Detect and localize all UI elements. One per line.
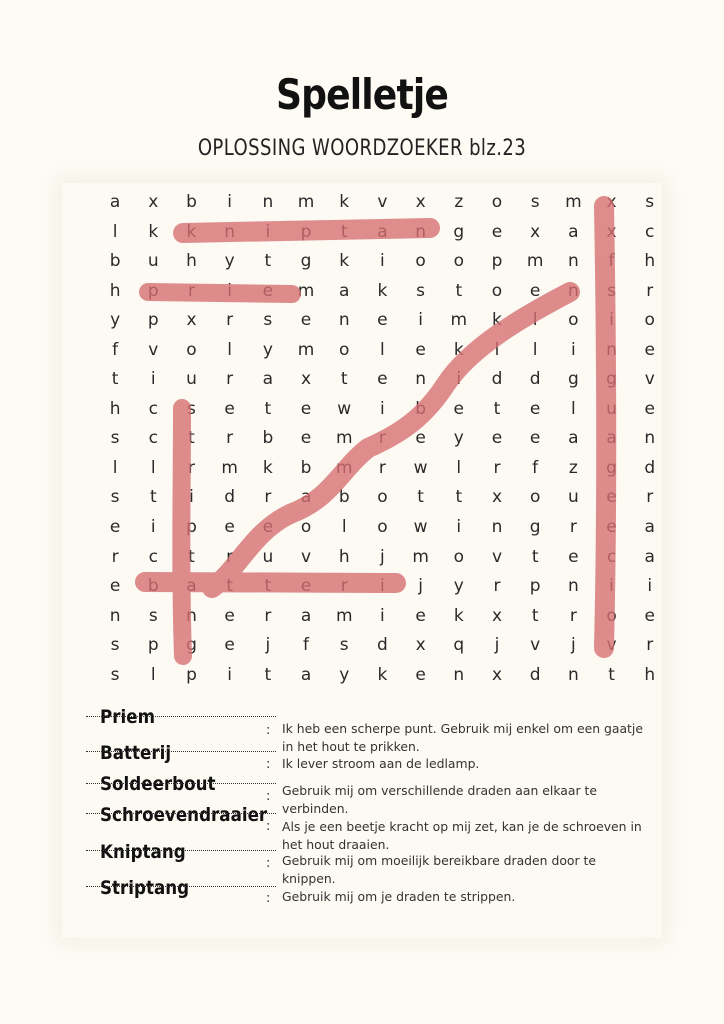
grid-letter: a: [300, 664, 312, 685]
grid-letter: x: [491, 664, 502, 685]
grid-letter: c: [606, 546, 617, 567]
grid-letter: e: [606, 517, 617, 538]
grid-letter: e: [300, 310, 312, 331]
grid-letter: i: [380, 251, 385, 272]
grid-letter: d: [491, 369, 503, 390]
grid-letter: u: [567, 487, 579, 508]
grid-letter: b: [109, 251, 121, 272]
grid-letter: o: [300, 517, 312, 538]
grid-letter: t: [149, 487, 157, 508]
grid-letter: r: [187, 457, 195, 478]
grid-letter: h: [109, 280, 121, 301]
grid-letter: u: [606, 398, 617, 419]
dotted-line: [86, 751, 276, 752]
grid-letter: j: [380, 546, 385, 567]
grid-letter: s: [607, 280, 616, 301]
grid-letter: n: [567, 576, 579, 597]
grid-letter: c: [645, 221, 655, 242]
grid-letter: j: [570, 635, 576, 656]
word-definition: Ik heb een scherpe punt. Gebruik mij enkel om een gaatje in het hout te prikken.: [282, 721, 643, 754]
grid-letter: o: [491, 280, 503, 301]
grid-letter: l: [112, 221, 118, 242]
grid-letter: g: [529, 517, 541, 538]
word-term: Schroevendraaier: [100, 804, 268, 826]
grid-letter: o: [529, 487, 541, 508]
grid-letter: n: [491, 517, 503, 538]
grid-letter: e: [377, 369, 388, 390]
dotted-line: [86, 813, 276, 814]
dotted-line: [86, 783, 276, 784]
grid-letter: t: [264, 251, 272, 272]
grid-letter: a: [109, 192, 121, 212]
grid-letter: l: [150, 664, 156, 685]
grid-letter: p: [300, 221, 312, 242]
grid-letter: r: [111, 546, 119, 567]
grid-letter: e: [529, 280, 541, 301]
grid-letter: y: [453, 428, 464, 449]
grid-letter: p: [529, 576, 541, 597]
grid-letter: e: [224, 398, 235, 419]
grid-letter: n: [415, 369, 426, 390]
grid-letter: p: [491, 251, 503, 272]
grid-letter: d: [377, 635, 388, 656]
grid-letter: o: [644, 310, 655, 331]
grid-letter: x: [491, 605, 502, 626]
dotted-line: [86, 850, 276, 851]
grid-letter: a: [377, 221, 388, 242]
grid-letter: k: [453, 339, 464, 360]
colon: :: [266, 819, 271, 834]
grid-letter: m: [412, 546, 429, 567]
grid-letter: j: [494, 635, 500, 656]
grid-letter: a: [339, 280, 350, 301]
grid-letter: s: [263, 310, 273, 331]
grid-letter: h: [644, 664, 656, 685]
grid-letter: y: [453, 576, 464, 597]
grid-letter: s: [187, 398, 196, 419]
grid-letter: e: [300, 428, 312, 449]
grid-letter: y: [262, 339, 273, 360]
grid-letter: t: [455, 280, 463, 301]
grid-letter: g: [606, 369, 617, 390]
grid-letter: i: [456, 369, 462, 390]
grid-letter: r: [569, 605, 577, 626]
grid-letter: e: [529, 428, 541, 449]
grid-letter: k: [339, 192, 350, 212]
grid-letter: x: [301, 369, 312, 390]
grid-letter: m: [335, 605, 353, 626]
grid-letter: g: [567, 369, 579, 390]
grid-letter: a: [568, 221, 579, 242]
grid-letter: e: [262, 517, 274, 538]
grid-letter: f: [608, 251, 615, 272]
grid-letter: h: [644, 251, 656, 272]
grid-letter: e: [644, 339, 655, 360]
grid-letter: n: [224, 221, 236, 242]
grid-letter: r: [264, 605, 272, 626]
grid-letter: g: [186, 635, 197, 656]
grid-letter: x: [148, 192, 159, 212]
grid-letter: i: [150, 369, 156, 390]
grid-letter: e: [491, 428, 503, 449]
grid-letter: e: [491, 221, 503, 242]
grid-letter: t: [111, 369, 119, 390]
grid-letter: p: [147, 280, 159, 301]
grid-letter: p: [147, 635, 159, 656]
grid-letter: e: [415, 339, 426, 360]
word-search-grid: [96, 188, 669, 690]
grid-letter: g: [606, 457, 617, 478]
grid-letter: o: [491, 192, 503, 212]
grid-letter: r: [264, 487, 272, 508]
grid-letter: r: [378, 457, 386, 478]
grid-letter: h: [338, 546, 350, 567]
grid-letter: w: [413, 457, 428, 478]
grid-letter: e: [300, 398, 312, 419]
grid-letter: r: [569, 517, 577, 538]
word-term: Batterij: [100, 742, 172, 764]
grid-letter: e: [529, 398, 541, 419]
grid-letter: s: [110, 487, 120, 508]
colon: :: [266, 789, 271, 804]
grid-letter: t: [188, 428, 195, 449]
grid-letter: e: [224, 517, 235, 538]
grid-letter: c: [148, 546, 158, 567]
grid-letter: x: [491, 487, 502, 508]
grid-letter: r: [226, 310, 234, 331]
grid-letter: r: [340, 576, 348, 597]
grid-letter: u: [186, 369, 197, 390]
grid-letter: k: [186, 221, 197, 242]
grid-letter: t: [493, 398, 501, 419]
grid-letter: l: [456, 457, 462, 478]
grid-letter: o: [339, 339, 350, 360]
grid-letter: o: [568, 310, 579, 331]
grid-letter: s: [339, 635, 349, 656]
grid-letter: c: [148, 398, 158, 419]
grid-letter: y: [110, 310, 121, 331]
grid-letter: o: [377, 517, 388, 538]
word-definition: Gebruik mij om moeilijk bereikbare draden door te knippen.: [282, 853, 597, 886]
colon: :: [266, 856, 271, 871]
grid-letter: q: [453, 635, 465, 656]
grid-letter: t: [340, 221, 348, 242]
grid-letter: t: [417, 487, 424, 508]
grid-letter: t: [455, 487, 463, 508]
grid-letter: i: [380, 398, 385, 419]
grid-letter: k: [377, 664, 388, 685]
grid-letter: r: [226, 546, 234, 567]
colon: :: [266, 723, 271, 738]
grid-letter: d: [644, 457, 656, 478]
colon: :: [266, 757, 271, 772]
grid-letter: e: [415, 428, 426, 449]
grid-letter: i: [647, 576, 653, 597]
grid-letter: n: [109, 605, 121, 626]
grid-letter: l: [494, 339, 500, 360]
grid-letter: i: [609, 576, 614, 597]
grid-letter: s: [110, 428, 120, 449]
grid-letter: e: [644, 398, 655, 419]
grid-letter: e: [109, 517, 121, 538]
dotted-line: [86, 716, 276, 717]
grid-letter: d: [529, 369, 541, 390]
grid-letter: z: [454, 192, 464, 212]
grid-letter: i: [227, 664, 233, 685]
grid-letter: l: [112, 457, 118, 478]
grid-letter: s: [416, 280, 426, 301]
grid-letter: i: [150, 517, 156, 538]
grid-letter: k: [339, 251, 350, 272]
grid-letter: m: [297, 192, 315, 212]
grid-letter: j: [418, 576, 423, 597]
grid-letter: b: [186, 192, 197, 212]
grid-letter: a: [262, 369, 274, 390]
word-definition: Gebruik mij om verschillende draden aan elkaar te verbinden.: [282, 783, 598, 816]
grid-letter: m: [565, 192, 582, 212]
grid-letter: h: [109, 398, 121, 419]
grid-letter: k: [492, 310, 502, 331]
grid-letter: j: [265, 635, 271, 656]
grid-letter: v: [530, 635, 541, 656]
grid-letter: t: [340, 369, 348, 390]
grid-letter: m: [221, 457, 238, 478]
grid-letter: n: [453, 664, 465, 685]
grid-letter: n: [186, 605, 197, 626]
grid-letter: e: [300, 576, 312, 597]
grid-letter: o: [415, 251, 426, 272]
grid-letter: o: [606, 605, 617, 626]
grid-letter: a: [300, 487, 312, 508]
grid-letter: y: [224, 251, 235, 272]
grid-letter: o: [453, 251, 464, 272]
grid-letter: n: [567, 280, 579, 301]
grid-letter: e: [415, 605, 426, 626]
grid-letter: t: [531, 605, 539, 626]
grid-letter: v: [148, 339, 159, 360]
grid-letter: n: [644, 428, 656, 449]
grid-letter: t: [531, 546, 539, 567]
grid-letter: e: [644, 605, 655, 626]
grid-letter: r: [646, 635, 654, 656]
grid-letter: r: [378, 428, 386, 449]
grid-letter: s: [645, 192, 655, 212]
grid-letter: r: [646, 487, 654, 508]
grid-letter: h: [186, 251, 197, 272]
dotted-line: [86, 886, 276, 887]
word-definition: Gebruik mij om je draden te strippen.: [282, 889, 516, 904]
grid-letter: d: [224, 487, 236, 508]
grid-letter: b: [338, 487, 350, 508]
grid-letter: x: [415, 192, 426, 212]
grid-letter: r: [493, 457, 501, 478]
grid-letter: i: [265, 221, 271, 242]
grid-letter: k: [453, 605, 464, 626]
grid-letter: i: [570, 339, 576, 360]
grid-letter: i: [609, 310, 614, 331]
grid-letter: e: [224, 605, 235, 626]
grid-letter: v: [301, 546, 312, 567]
grid-letter: s: [530, 192, 540, 212]
grid-letter: v: [606, 635, 617, 656]
word-term: Priem: [100, 706, 155, 728]
page-title: Spelletje: [275, 70, 449, 119]
grid-letter: u: [147, 251, 159, 272]
grid-letter: l: [570, 398, 576, 419]
grid-letter: x: [530, 221, 541, 242]
grid-letter: x: [606, 192, 617, 212]
grid-letter: b: [262, 428, 274, 449]
grid-letter: l: [532, 339, 538, 360]
grid-letter: i: [380, 605, 385, 626]
grid-letter: o: [377, 487, 388, 508]
grid-letter: a: [644, 517, 655, 538]
colon: :: [266, 891, 271, 906]
grid-letter: k: [262, 457, 273, 478]
grid-letter: r: [493, 576, 501, 597]
grid-letter: a: [568, 428, 579, 449]
grid-letter: m: [335, 457, 353, 478]
grid-letter: a: [644, 546, 655, 567]
grid-letter: e: [415, 664, 426, 685]
word-definition: Ik lever stroom aan de ledlamp.: [282, 756, 480, 771]
grid-letter: i: [380, 576, 385, 597]
grid-letter: t: [264, 398, 272, 419]
grid-letter: m: [450, 310, 468, 331]
grid-letter: n: [338, 310, 350, 331]
grid-letter: g: [453, 221, 465, 242]
grid-letter: r: [226, 369, 234, 390]
grid-letter: e: [453, 398, 465, 419]
grid-letter: e: [262, 280, 274, 301]
grid-letter: i: [189, 487, 194, 508]
grid-letter: w: [337, 398, 352, 419]
grid-letter: f: [112, 339, 119, 360]
grid-letter: n: [567, 251, 579, 272]
grid-letter: a: [300, 605, 312, 626]
grid-letter: l: [227, 339, 233, 360]
word-term: Kniptang: [100, 841, 186, 863]
grid-letter: r: [226, 428, 234, 449]
grid-letter: e: [224, 635, 235, 656]
grid-letter: e: [377, 310, 388, 331]
grid-letter: m: [297, 339, 315, 360]
grid-letter: x: [606, 221, 617, 242]
grid-letter: t: [264, 576, 272, 597]
grid-letter: s: [110, 664, 120, 685]
grid-letter: m: [526, 251, 544, 272]
grid-letter: f: [303, 635, 310, 656]
grid-letter: v: [644, 369, 655, 390]
grid-letter: p: [147, 310, 159, 331]
grid-letter: n: [606, 339, 617, 360]
word-term: Soldeerbout: [100, 773, 216, 795]
grid-letter: m: [297, 280, 315, 301]
grid-letter: n: [415, 221, 426, 242]
grid-letter: l: [150, 457, 156, 478]
grid-letter: v: [377, 192, 388, 212]
grid-letter: z: [568, 457, 578, 478]
grid-letter: b: [300, 457, 312, 478]
grid-letter: r: [187, 280, 195, 301]
grid-letter: x: [186, 310, 197, 331]
grid-letter: e: [109, 576, 121, 597]
grid-letter: t: [264, 664, 272, 685]
grid-letter: e: [606, 487, 617, 508]
grid-letter: o: [186, 339, 197, 360]
grid-letter: p: [186, 664, 197, 685]
grid-letter: p: [186, 517, 197, 538]
grid-letter: t: [226, 576, 233, 597]
word-definition: Als je een beetje kracht op mij zet, kan je de schroeven in het hout draaien.: [282, 819, 642, 852]
grid-letter: t: [608, 664, 615, 685]
grid-letter: o: [453, 546, 464, 567]
grid-letter: r: [646, 280, 654, 301]
grid-letter: k: [377, 280, 388, 301]
grid-letter: b: [415, 398, 426, 419]
grid-letter: x: [415, 635, 426, 656]
grid-letter: b: [147, 576, 159, 597]
grid-letter: k: [148, 221, 159, 242]
grid-letter: y: [339, 664, 350, 685]
word-term: Striptang: [100, 877, 190, 899]
grid-letter: a: [186, 576, 197, 597]
grid-letter: d: [529, 664, 541, 685]
grid-letter: c: [148, 428, 158, 449]
grid-letter: i: [227, 192, 233, 212]
grid-letter: i: [418, 310, 423, 331]
grid-letter: w: [413, 517, 428, 538]
grid-letter: e: [568, 546, 579, 567]
grid-letter: n: [262, 192, 274, 212]
grid-letter: u: [262, 546, 274, 567]
grid-letter: s: [148, 605, 158, 626]
grid-letter: i: [456, 517, 462, 538]
grid-letter: i: [227, 280, 233, 301]
grid-letter: m: [335, 428, 353, 449]
grid-letter: a: [606, 428, 617, 449]
grid-letter: g: [300, 251, 312, 272]
page-subtitle: OPLOSSING WOORDZOEKER blz.23: [197, 136, 527, 161]
grid-letter: l: [341, 517, 347, 538]
grid-letter: l: [380, 339, 385, 360]
grid-letter: s: [110, 635, 120, 656]
grid-letter: t: [188, 546, 195, 567]
grid-letter: f: [532, 457, 539, 478]
grid-letter: n: [567, 664, 579, 685]
grid-letter: v: [491, 546, 502, 567]
grid-letter: l: [532, 310, 538, 331]
